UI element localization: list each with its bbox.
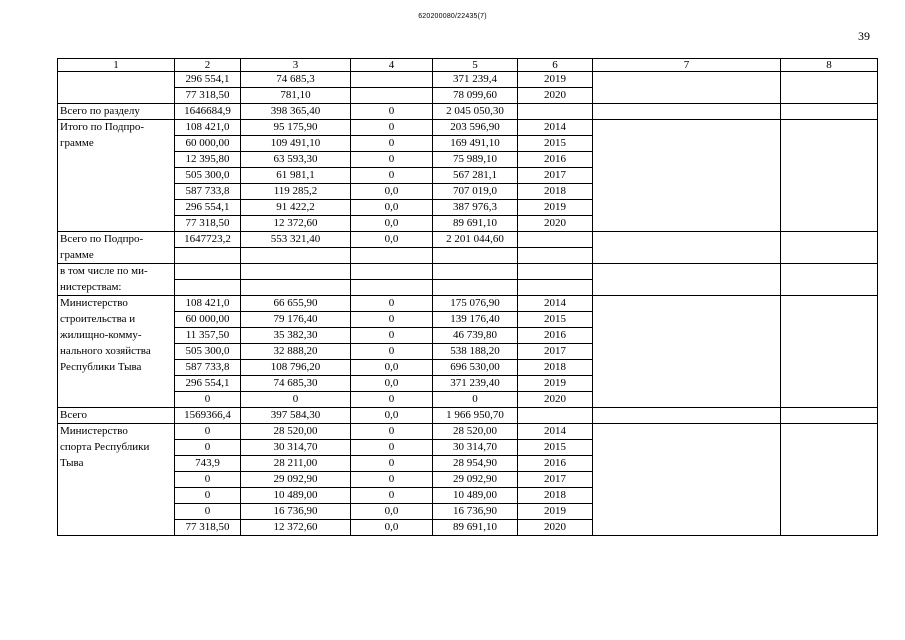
value-cell (781, 120, 878, 136)
value-cell: 78 099,60 (433, 88, 518, 104)
value-cell: 16 736,90 (433, 504, 518, 520)
column-header: 1 (58, 59, 175, 72)
value-cell (593, 456, 781, 472)
value-cell: 28 954,90 (433, 456, 518, 472)
value-cell (781, 392, 878, 408)
column-header: 2 (175, 59, 241, 72)
value-cell (593, 184, 781, 200)
value-cell: 0 (175, 440, 241, 456)
table-row (58, 488, 878, 504)
value-cell (781, 344, 878, 360)
value-cell (518, 232, 593, 248)
value-cell: 0 (175, 504, 241, 520)
value-cell (433, 248, 518, 264)
table-row (58, 104, 878, 120)
row-label-cell (58, 504, 175, 520)
value-cell (781, 232, 878, 248)
value-cell: 2019 (518, 200, 593, 216)
value-cell: 0 (351, 392, 433, 408)
value-cell (593, 360, 781, 376)
value-cell: 538 188,20 (433, 344, 518, 360)
value-cell (593, 408, 781, 424)
row-label-cell: Всего (58, 408, 175, 424)
value-cell: 2017 (518, 472, 593, 488)
value-cell: 2 201 044,60 (433, 232, 518, 248)
value-cell (593, 168, 781, 184)
value-cell: 2015 (518, 440, 593, 456)
row-label-cell (58, 168, 175, 184)
value-cell (781, 312, 878, 328)
table-row (58, 168, 878, 184)
value-cell: 2016 (518, 152, 593, 168)
document-code: 620200080/22435(7) (418, 13, 487, 20)
table-row (58, 376, 878, 392)
value-cell: 2015 (518, 312, 593, 328)
value-cell (175, 248, 241, 264)
value-cell: 2017 (518, 168, 593, 184)
value-cell (781, 456, 878, 472)
value-cell: 296 554,1 (175, 72, 241, 88)
value-cell: 2017 (518, 344, 593, 360)
value-cell: 0 (433, 392, 518, 408)
row-label-cell: грамме (58, 248, 175, 264)
value-cell: 296 554,1 (175, 376, 241, 392)
table-row (58, 232, 878, 248)
value-cell: 16 736,90 (241, 504, 351, 520)
value-cell: 77 318,50 (175, 88, 241, 104)
table-row (58, 264, 878, 280)
value-cell: 2014 (518, 424, 593, 440)
row-label-cell: Всего по разделу (58, 104, 175, 120)
table-row (58, 472, 878, 488)
value-cell: 75 989,10 (433, 152, 518, 168)
value-cell (781, 280, 878, 296)
row-label-cell (58, 472, 175, 488)
value-cell: 0 (351, 472, 433, 488)
value-cell (518, 408, 593, 424)
table-row (58, 184, 878, 200)
value-cell: 0,0 (351, 504, 433, 520)
value-cell (781, 440, 878, 456)
value-cell: 0 (351, 168, 433, 184)
value-cell: 0 (175, 392, 241, 408)
value-cell (518, 280, 593, 296)
value-cell: 203 596,90 (433, 120, 518, 136)
table-row (58, 216, 878, 232)
row-label-cell: спорта Республики (58, 440, 175, 456)
value-cell: 2014 (518, 120, 593, 136)
value-cell (593, 376, 781, 392)
value-cell: 89 691,10 (433, 216, 518, 232)
value-cell: 2016 (518, 456, 593, 472)
column-header: 8 (781, 59, 878, 72)
value-cell: 32 888,20 (241, 344, 351, 360)
value-cell: 46 739,80 (433, 328, 518, 344)
value-cell: 398 365,40 (241, 104, 351, 120)
value-cell (781, 184, 878, 200)
table-row (58, 280, 878, 296)
value-cell: 77 318,50 (175, 520, 241, 536)
value-cell: 505 300,0 (175, 168, 241, 184)
row-label-cell (58, 392, 175, 408)
value-cell: 296 554,1 (175, 200, 241, 216)
value-cell: 2020 (518, 216, 593, 232)
value-cell (781, 136, 878, 152)
value-cell (175, 264, 241, 280)
value-cell (593, 248, 781, 264)
table-body (58, 72, 878, 536)
value-cell: 0,0 (351, 360, 433, 376)
value-cell: 0 (175, 472, 241, 488)
value-cell: 1569366,4 (175, 408, 241, 424)
value-cell: 371 239,4 (433, 72, 518, 88)
value-cell (593, 440, 781, 456)
value-cell: 0 (351, 456, 433, 472)
value-cell: 0,0 (351, 184, 433, 200)
value-cell (781, 264, 878, 280)
value-cell: 0 (175, 488, 241, 504)
value-cell (351, 248, 433, 264)
value-cell (781, 216, 878, 232)
value-cell (241, 264, 351, 280)
row-label-cell (58, 72, 175, 88)
value-cell (593, 280, 781, 296)
value-cell (593, 200, 781, 216)
value-cell (593, 472, 781, 488)
value-cell: 28 211,00 (241, 456, 351, 472)
row-label-cell (58, 520, 175, 536)
value-cell (518, 248, 593, 264)
value-cell: 0,0 (351, 216, 433, 232)
row-label-cell: Республики Тыва (58, 360, 175, 376)
value-cell (781, 424, 878, 440)
value-cell: 74 685,3 (241, 72, 351, 88)
table-row (58, 72, 878, 88)
value-cell (593, 120, 781, 136)
value-cell: 587 733,8 (175, 184, 241, 200)
value-cell (781, 376, 878, 392)
value-cell (593, 88, 781, 104)
value-cell: 28 520,00 (433, 424, 518, 440)
value-cell: 139 176,40 (433, 312, 518, 328)
value-cell: 0 (351, 312, 433, 328)
table-row (58, 328, 878, 344)
value-cell: 175 076,90 (433, 296, 518, 312)
value-cell (593, 72, 781, 88)
value-cell: 0 (351, 136, 433, 152)
value-cell (781, 520, 878, 536)
value-cell (593, 232, 781, 248)
value-cell: 108 796,20 (241, 360, 351, 376)
value-cell: 2019 (518, 72, 593, 88)
value-cell: 2018 (518, 184, 593, 200)
value-cell: 0 (351, 296, 433, 312)
value-cell: 2019 (518, 504, 593, 520)
value-cell (593, 328, 781, 344)
value-cell: 0 (241, 392, 351, 408)
value-cell (241, 280, 351, 296)
value-cell: 0 (351, 424, 433, 440)
table-row (58, 152, 878, 168)
value-cell: 1647723,2 (175, 232, 241, 248)
value-cell: 0,0 (351, 376, 433, 392)
row-label-cell: в том числе по ми- (58, 264, 175, 280)
value-cell: 2 045 050,30 (433, 104, 518, 120)
row-label-cell: строительства и (58, 312, 175, 328)
value-cell: 28 520,00 (241, 424, 351, 440)
value-cell: 0 (351, 104, 433, 120)
value-cell: 0 (351, 344, 433, 360)
value-cell: 1 966 950,70 (433, 408, 518, 424)
row-label-cell: Тыва (58, 456, 175, 472)
value-cell (593, 424, 781, 440)
value-cell: 0 (351, 440, 433, 456)
value-cell: 10 489,00 (433, 488, 518, 504)
value-cell (781, 152, 878, 168)
column-header: 7 (593, 59, 781, 72)
value-cell (781, 200, 878, 216)
value-cell: 553 321,40 (241, 232, 351, 248)
row-label-cell (58, 376, 175, 392)
table-row (58, 440, 878, 456)
row-label-cell: нального хозяйства (58, 344, 175, 360)
value-cell: 1646684,9 (175, 104, 241, 120)
table-row (58, 392, 878, 408)
value-cell (351, 280, 433, 296)
value-cell: 707 019,0 (433, 184, 518, 200)
value-cell (593, 344, 781, 360)
value-cell: 2019 (518, 376, 593, 392)
value-cell: 169 491,10 (433, 136, 518, 152)
value-cell: 0 (351, 488, 433, 504)
value-cell (781, 88, 878, 104)
value-cell (593, 104, 781, 120)
value-cell: 12 372,60 (241, 216, 351, 232)
value-cell (241, 248, 351, 264)
value-cell (593, 312, 781, 328)
value-cell: 2014 (518, 296, 593, 312)
row-label-cell (58, 216, 175, 232)
value-cell (351, 264, 433, 280)
value-cell: 2020 (518, 520, 593, 536)
row-label-cell: Министерство (58, 424, 175, 440)
row-label-cell: жилищно-комму- (58, 328, 175, 344)
value-cell (781, 248, 878, 264)
column-header: 3 (241, 59, 351, 72)
value-cell: 2018 (518, 360, 593, 376)
value-cell: 108 421,0 (175, 120, 241, 136)
value-cell (351, 72, 433, 88)
value-cell (593, 296, 781, 312)
value-cell (433, 280, 518, 296)
value-cell: 30 314,70 (433, 440, 518, 456)
value-cell: 74 685,30 (241, 376, 351, 392)
value-cell: 61 981,1 (241, 168, 351, 184)
value-cell: 108 421,0 (175, 296, 241, 312)
value-cell: 0 (351, 120, 433, 136)
value-cell: 119 285,2 (241, 184, 351, 200)
value-cell (781, 296, 878, 312)
value-cell: 587 733,8 (175, 360, 241, 376)
row-label-cell (58, 184, 175, 200)
value-cell: 696 530,00 (433, 360, 518, 376)
value-cell: 79 176,40 (241, 312, 351, 328)
value-cell: 2016 (518, 328, 593, 344)
value-cell: 109 491,10 (241, 136, 351, 152)
value-cell: 89 691,10 (433, 520, 518, 536)
table-header-row (58, 59, 878, 72)
table-row (58, 88, 878, 104)
value-cell (781, 72, 878, 88)
value-cell (781, 488, 878, 504)
value-cell: 63 593,30 (241, 152, 351, 168)
value-cell (593, 488, 781, 504)
value-cell: 0 (351, 152, 433, 168)
value-cell: 505 300,0 (175, 344, 241, 360)
value-cell: 781,10 (241, 88, 351, 104)
row-label-cell (58, 200, 175, 216)
value-cell (593, 392, 781, 408)
value-cell (593, 264, 781, 280)
value-cell (781, 504, 878, 520)
value-cell: 567 281,1 (433, 168, 518, 184)
value-cell: 11 357,50 (175, 328, 241, 344)
value-cell: 0,0 (351, 200, 433, 216)
page-number: 39 (858, 29, 870, 43)
column-header: 5 (433, 59, 518, 72)
value-cell (781, 408, 878, 424)
value-cell: 10 489,00 (241, 488, 351, 504)
table-row (58, 200, 878, 216)
value-cell: 743,9 (175, 456, 241, 472)
value-cell: 12 372,60 (241, 520, 351, 536)
value-cell: 29 092,90 (433, 472, 518, 488)
value-cell (175, 280, 241, 296)
value-cell: 77 318,50 (175, 216, 241, 232)
value-cell (433, 264, 518, 280)
value-cell: 2020 (518, 392, 593, 408)
row-label-cell (58, 152, 175, 168)
row-label-cell: грамме (58, 136, 175, 152)
value-cell (781, 168, 878, 184)
budget-table (57, 58, 878, 536)
value-cell (593, 504, 781, 520)
value-cell: 0 (175, 424, 241, 440)
table-row (58, 456, 878, 472)
table-row (58, 424, 878, 440)
table-row (58, 344, 878, 360)
value-cell (593, 216, 781, 232)
value-cell (781, 360, 878, 376)
table-row (58, 136, 878, 152)
row-label-cell (58, 488, 175, 504)
value-cell: 60 000,00 (175, 312, 241, 328)
value-cell: 30 314,70 (241, 440, 351, 456)
value-cell: 2015 (518, 136, 593, 152)
row-label-cell (58, 88, 175, 104)
value-cell: 0,0 (351, 232, 433, 248)
column-header: 4 (351, 59, 433, 72)
table-row (58, 312, 878, 328)
table-row (58, 408, 878, 424)
value-cell: 0,0 (351, 408, 433, 424)
value-cell: 387 976,3 (433, 200, 518, 216)
value-cell: 95 175,90 (241, 120, 351, 136)
value-cell: 60 000,00 (175, 136, 241, 152)
value-cell (351, 88, 433, 104)
value-cell: 12 395,80 (175, 152, 241, 168)
value-cell: 35 382,30 (241, 328, 351, 344)
value-cell: 0,0 (351, 520, 433, 536)
value-cell: 2018 (518, 488, 593, 504)
value-cell (593, 152, 781, 168)
column-header: 6 (518, 59, 593, 72)
table-row (58, 296, 878, 312)
value-cell: 2020 (518, 88, 593, 104)
table-row (58, 504, 878, 520)
row-label-cell: Всего по Подпро- (58, 232, 175, 248)
value-cell (781, 472, 878, 488)
value-cell: 397 584,30 (241, 408, 351, 424)
value-cell: 29 092,90 (241, 472, 351, 488)
value-cell (781, 328, 878, 344)
value-cell (518, 264, 593, 280)
table-row (58, 520, 878, 536)
value-cell: 371 239,40 (433, 376, 518, 392)
row-label-cell: нистерствам: (58, 280, 175, 296)
table-row (58, 360, 878, 376)
row-label-cell: Итого по Подпро- (58, 120, 175, 136)
value-cell: 66 655,90 (241, 296, 351, 312)
value-cell: 91 422,2 (241, 200, 351, 216)
value-cell (518, 104, 593, 120)
value-cell (593, 520, 781, 536)
table-row (58, 120, 878, 136)
value-cell (781, 104, 878, 120)
table-row (58, 248, 878, 264)
value-cell: 0 (351, 328, 433, 344)
row-label-cell: Министерство (58, 296, 175, 312)
value-cell (593, 136, 781, 152)
